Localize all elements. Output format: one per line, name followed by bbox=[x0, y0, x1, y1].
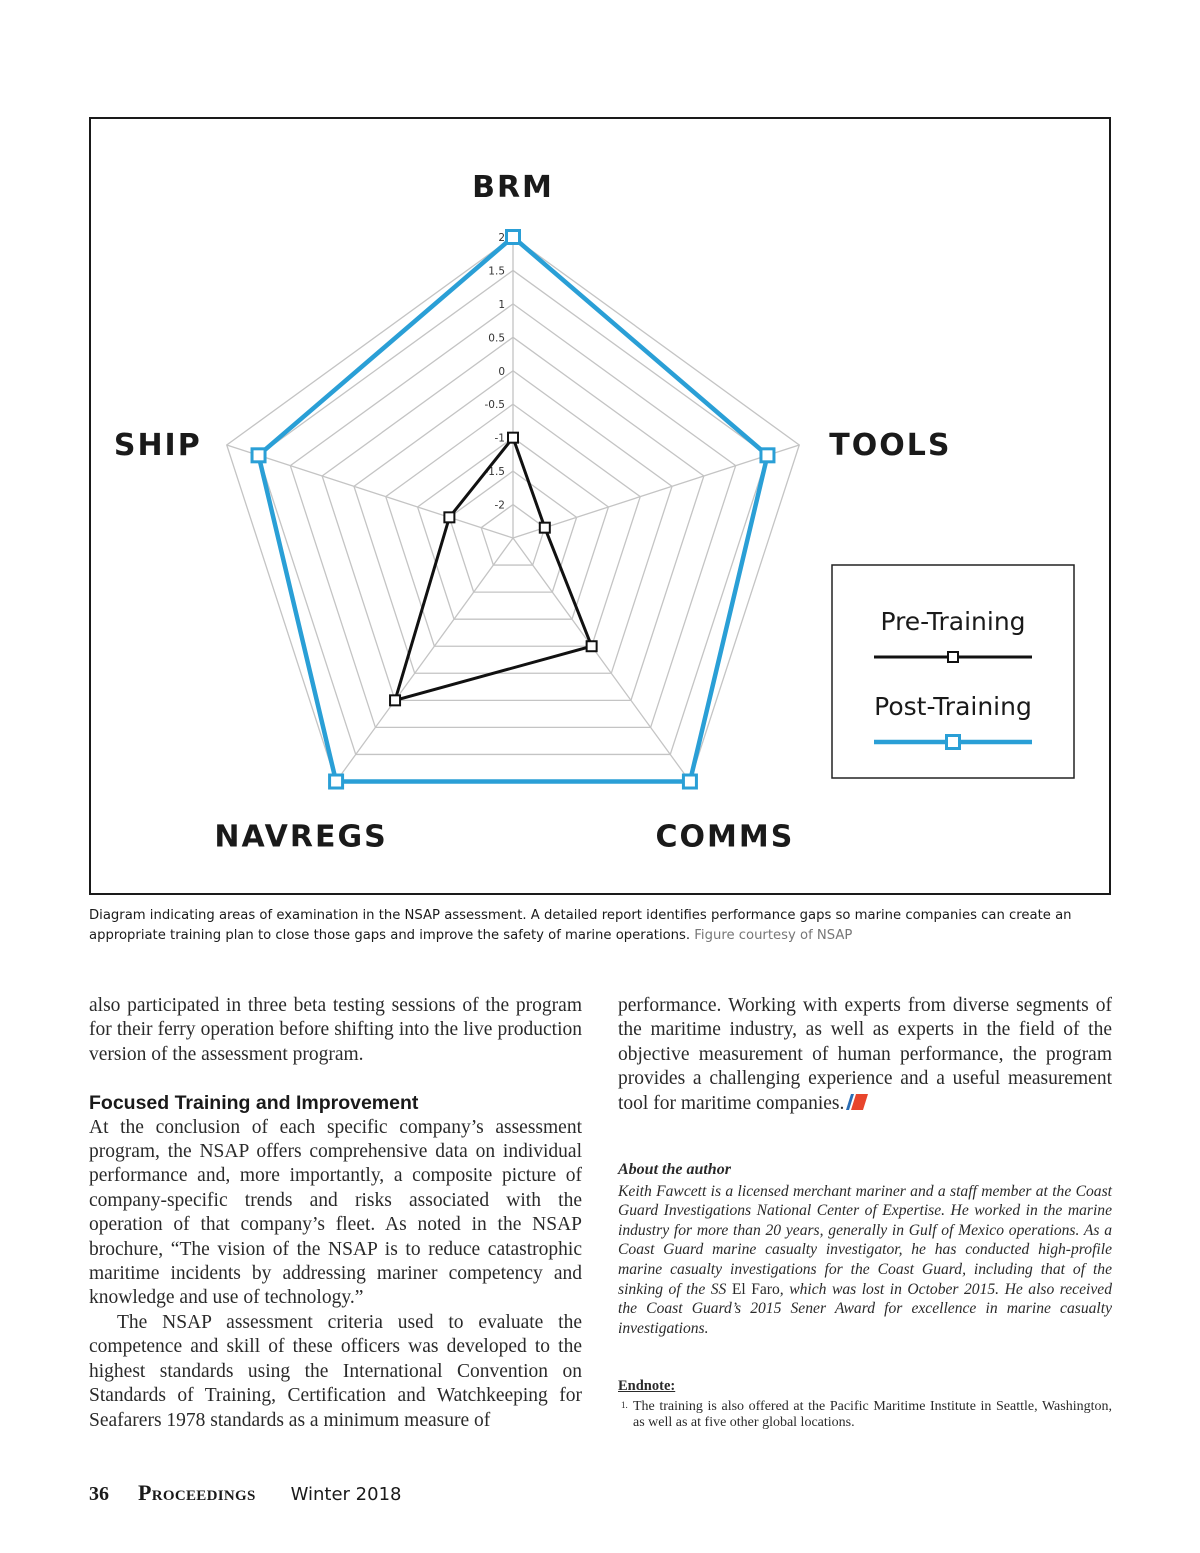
axis-label-navregs: NAVREGS bbox=[214, 819, 388, 855]
data-point-post-training-ship bbox=[252, 449, 265, 462]
publication-name: Proceedings bbox=[138, 1480, 256, 1505]
axis-label-brm: BRM bbox=[472, 170, 554, 205]
scale-tick-label: -0.5 bbox=[484, 399, 505, 412]
scale-tick-label: 2 bbox=[498, 232, 505, 244]
body-paragraph-3 bbox=[618, 994, 1112, 1116]
data-point-post-training-brm bbox=[507, 231, 520, 244]
legend-marker-post-training bbox=[947, 736, 960, 749]
data-point-pre-training-tools bbox=[540, 523, 550, 533]
about-title: About the author bbox=[618, 1161, 731, 1178]
data-point-pre-training-ship bbox=[444, 512, 454, 522]
data-point-post-training-navregs bbox=[330, 775, 343, 788]
data-point-post-training-comms bbox=[683, 775, 696, 788]
about-text-part-1: Keith Fawcett is a licensed merchant mariner and a staff member at the Coast Guard Investigations National Center of Expertise. He worked in the marine industry for more than 20 years, generally in Gulf of Mexico operations. As a Coast Guard marine casualty investigator, he has conducted high-profile marine casualty investigations for the Coast Guard, including that of the sinking of the SS bbox=[618, 1182, 1112, 1298]
ship-name: El Faro bbox=[731, 1280, 780, 1298]
scale-tick-label: -1.5 bbox=[484, 466, 505, 479]
scale-tick-label: 1.5 bbox=[488, 265, 505, 278]
axis-label-comms: COMMS bbox=[655, 819, 795, 855]
scale-tick-label: 0 bbox=[498, 365, 505, 378]
figure-caption bbox=[89, 906, 1119, 945]
endnote-item bbox=[618, 1399, 1112, 1432]
endnote bbox=[618, 1378, 1112, 1432]
about-text bbox=[618, 1182, 1112, 1339]
left-column bbox=[89, 994, 582, 1433]
section-heading: Focused Training and Improvement bbox=[89, 1092, 419, 1115]
right-column bbox=[618, 994, 1112, 1116]
axis-spoke bbox=[336, 538, 513, 782]
data-point-pre-training-brm bbox=[508, 433, 518, 443]
about-author bbox=[618, 1160, 1112, 1338]
scale-tick-label: -1 bbox=[494, 432, 505, 445]
axis-label-ship: SHIP bbox=[113, 427, 202, 463]
axis-label-tools: TOOLS bbox=[829, 427, 952, 463]
about-text-part-2: , which was lost in October 2015. He also received the Coast Guard’s 2015 Sener Award for excellence in marine casualty investigations. bbox=[618, 1280, 1112, 1337]
caption-credit: Figure courtesy of NSAP bbox=[694, 927, 853, 943]
scale-tick-label: 0.5 bbox=[488, 332, 505, 345]
body-paragraph-2: The NSAP assessment criteria used to evaluate the competence and skill of these officers was developed to the highest standards using the International Convention on Standards of Training, Certification and Watchkeeping for Seafarers 1978 standards as a minimum measure of bbox=[89, 1311, 582, 1431]
radar-chart bbox=[91, 119, 1111, 895]
intro-paragraph: also participated in three beta testing sessions of the program for their ferry operation before shifting into the live production version of the assessment program. bbox=[89, 995, 582, 1065]
radar-figure bbox=[89, 117, 1111, 895]
legend-label-post-training: Post-Training bbox=[874, 692, 1032, 721]
data-point-post-training-tools bbox=[761, 449, 774, 462]
endnote-text: The training is also offered at the Pacific Maritime Institute in Seattle, Washington, as well as at five other global locations. bbox=[633, 1398, 1112, 1430]
data-point-pre-training-navregs bbox=[390, 695, 400, 705]
scale-tick-label: 1 bbox=[498, 298, 505, 311]
legend-marker-pre-training bbox=[948, 652, 958, 662]
endnote-number: 1. bbox=[621, 1399, 628, 1410]
page-footer bbox=[89, 1480, 401, 1510]
endnote-title: Endnote: bbox=[618, 1378, 676, 1394]
data-point-pre-training-comms bbox=[587, 641, 597, 651]
page-number: 36 bbox=[89, 1483, 109, 1505]
end-mark-icon bbox=[846, 1094, 868, 1110]
body-paragraph-1: At the conclusion of each specific company’s assessment program, the NSAP offers comprehensive data on individual performance and, more importantly, a composite picture of company-specific trends and risks associated with the operation of that company’s fleet. As noted in the NSAP brochure, “The vision of the NSAP is to reduce catastrophic maritime incidents by addressing mariner competency and knowledge and use of technology.” bbox=[89, 1116, 582, 1309]
issue-date: Winter 2018 bbox=[290, 1484, 402, 1505]
caption-text: Diagram indicating areas of examination in the NSAP assessment. A detailed report identifies performance gaps so marine companies can create an appropriate training plan to close those gaps and improve the safety of marine operations. bbox=[89, 908, 1072, 943]
body-paragraph-3-text: performance. Working with experts from diverse segments of the maritime industry, as well as experts in the field of the objective measurement of human performance, the program provides a challenging experience and a useful measurement tool for maritime companies. bbox=[618, 995, 1112, 1114]
scale-tick-label: -2 bbox=[494, 499, 505, 512]
legend-label-pre-training: Pre-Training bbox=[880, 607, 1026, 636]
